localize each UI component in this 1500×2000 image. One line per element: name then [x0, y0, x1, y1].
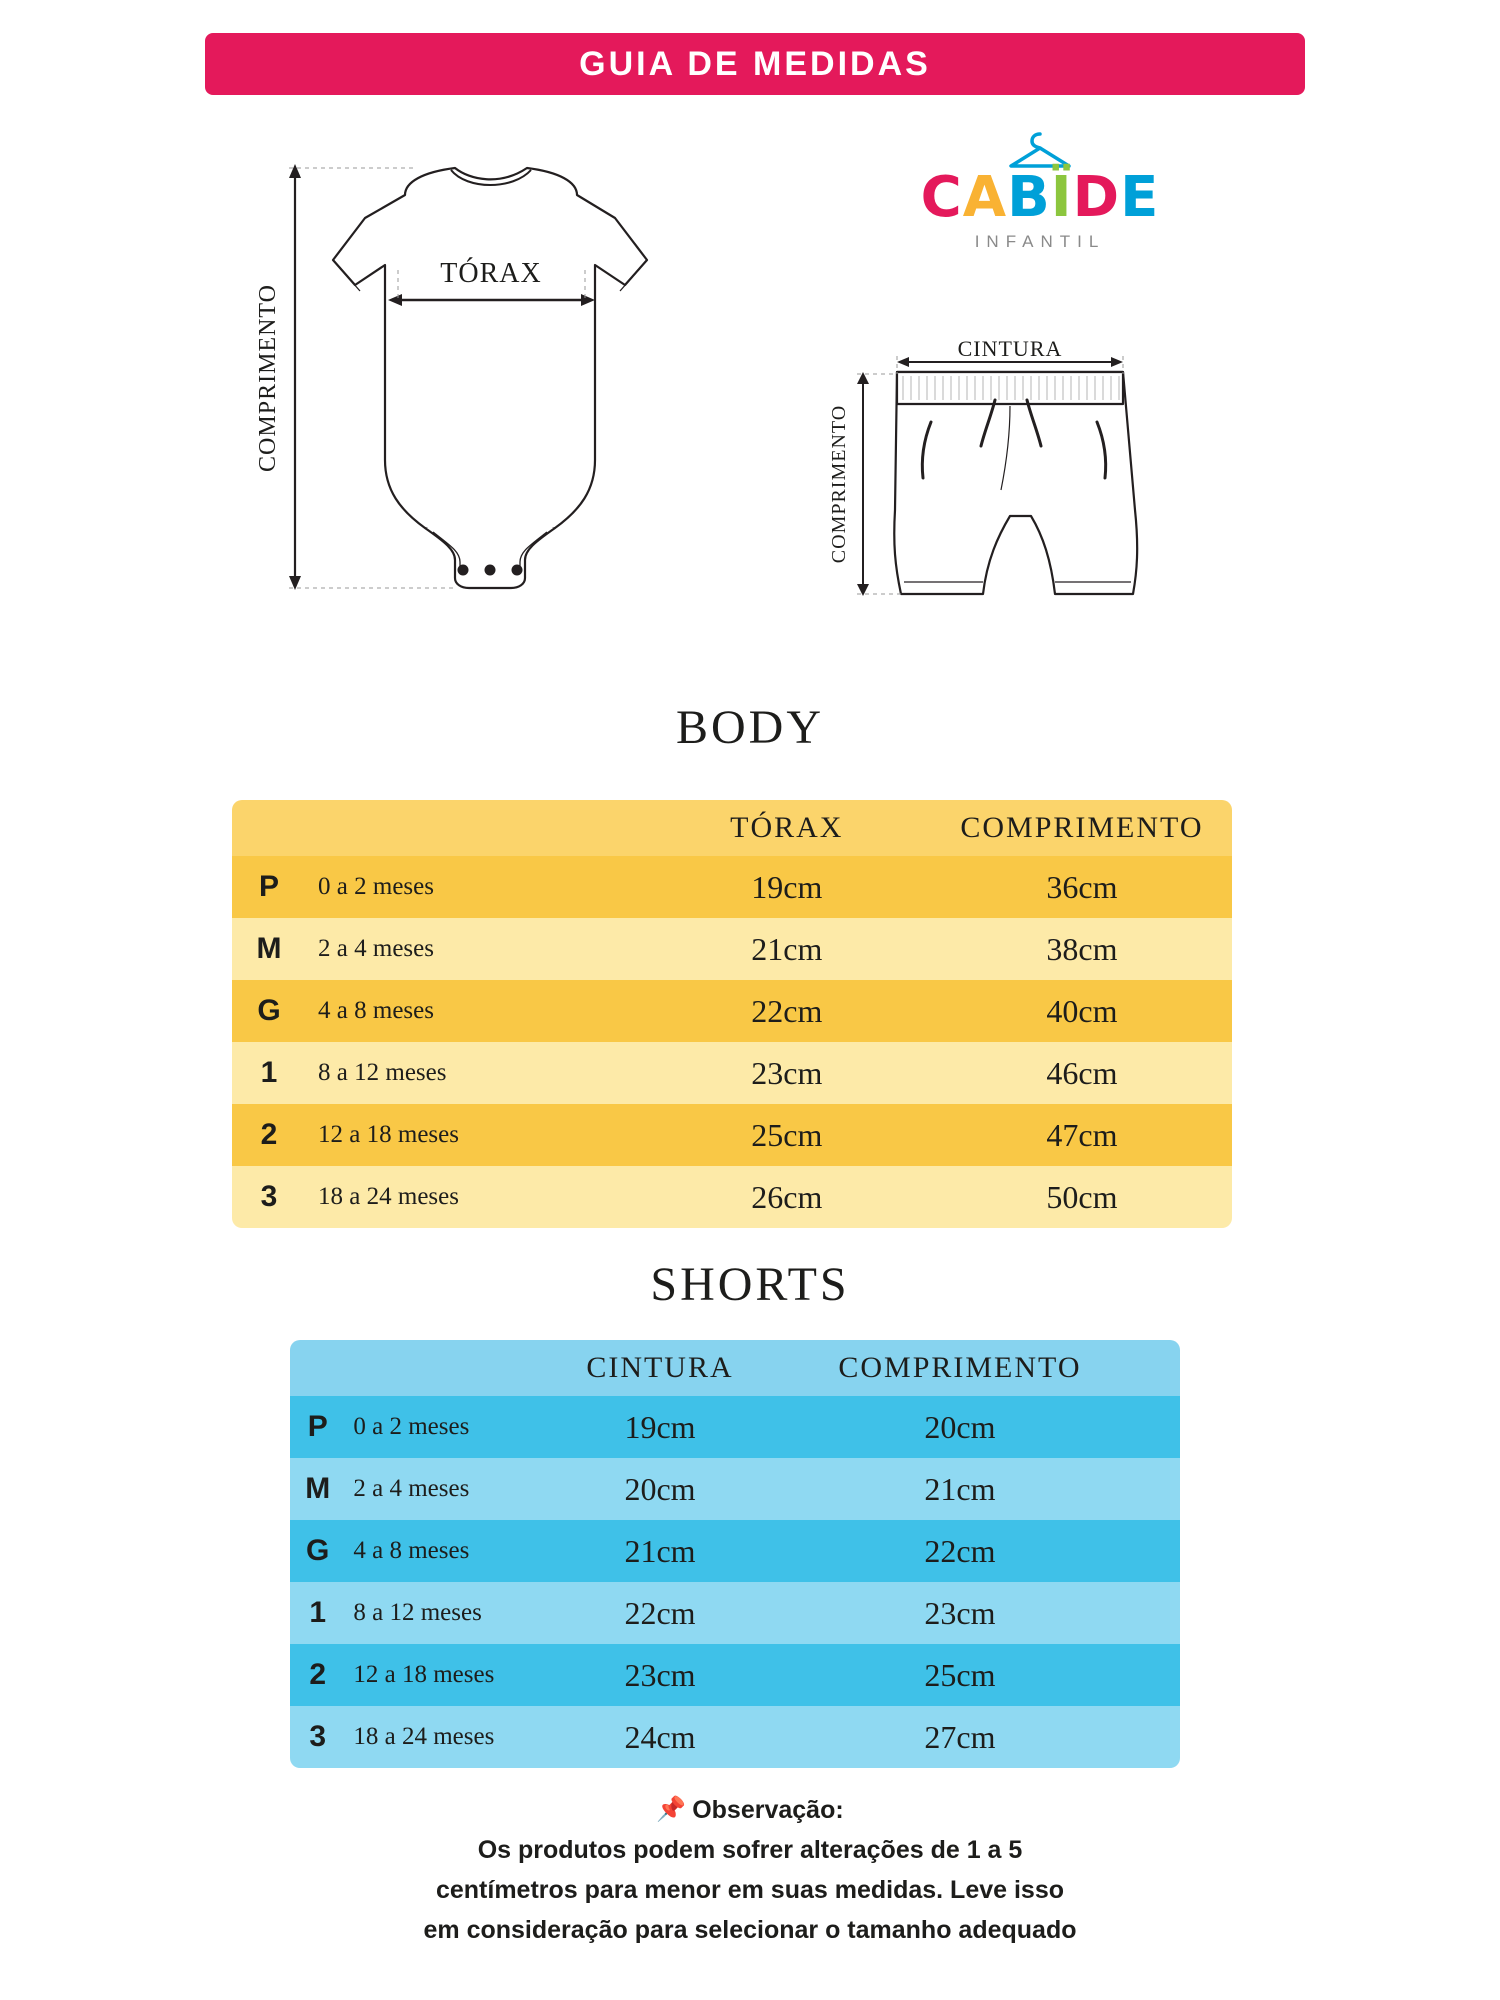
cell-size: 3 — [290, 1706, 345, 1768]
cell-length: 46cm — [932, 1042, 1232, 1104]
cell-size: 2 — [232, 1104, 306, 1166]
cell-length: 25cm — [740, 1644, 1180, 1706]
cell-chest: 22cm — [642, 980, 932, 1042]
note-heading-row — [0, 1790, 1500, 1830]
cell-age: 0 a 2 meses — [306, 856, 642, 918]
cell-waist: 23cm — [580, 1644, 740, 1706]
cell-age: 12 a 18 meses — [306, 1104, 642, 1166]
logo-letter-b: B — [1007, 165, 1051, 230]
page-title: GUIA DE MEDIDAS — [579, 44, 931, 83]
logo-letter-i: Ï — [1050, 165, 1073, 230]
logo-wordmark — [890, 165, 1190, 230]
cell-waist: 24cm — [580, 1706, 740, 1768]
cell-chest: 19cm — [642, 856, 932, 918]
cell-age: 8 a 12 meses — [345, 1582, 580, 1644]
cell-waist: 19cm — [580, 1396, 740, 1458]
table-row — [290, 1582, 1180, 1644]
logo-letter-d: D — [1072, 165, 1121, 230]
svg-text:COMPRIMENTO: COMPRIMENTO — [828, 404, 850, 564]
svg-text:CINTURA: CINTURA — [957, 336, 1063, 361]
body-col-length: COMPRIMENTO — [932, 800, 1232, 856]
cell-size: 3 — [232, 1166, 306, 1228]
cell-size: G — [232, 980, 306, 1042]
table-header-row — [232, 800, 1232, 856]
cell-chest: 26cm — [642, 1166, 932, 1228]
cell-age: 18 a 24 meses — [345, 1706, 580, 1768]
table-row — [232, 980, 1232, 1042]
svg-text:COMPRIMENTO: COMPRIMENTO — [255, 284, 281, 472]
cell-waist: 20cm — [580, 1458, 740, 1520]
cell-length: 27cm — [740, 1706, 1180, 1768]
pushpin-icon: 📌 — [656, 1796, 687, 1823]
cell-length: 21cm — [740, 1458, 1180, 1520]
header-banner — [205, 33, 1305, 95]
body-col-age — [306, 800, 642, 856]
shorts-col-waist: CINTURA — [580, 1340, 740, 1396]
table-row — [290, 1706, 1180, 1768]
cell-size: P — [290, 1396, 345, 1458]
cell-waist: 22cm — [580, 1582, 740, 1644]
body-col-size — [232, 800, 306, 856]
table-row — [232, 1042, 1232, 1104]
note-line-2: centímetros para menor em suas medidas. Leve isso — [435, 1876, 1065, 1904]
cell-size: 1 — [290, 1582, 345, 1644]
cell-age: 2 a 4 meses — [306, 918, 642, 980]
shorts-col-size — [290, 1340, 345, 1396]
cell-age: 8 a 12 meses — [306, 1042, 642, 1104]
cell-chest: 23cm — [642, 1042, 932, 1104]
shorts-col-length: COMPRIMENTO — [740, 1340, 1180, 1396]
brand-logo — [890, 130, 1190, 252]
cell-age: 4 a 8 meses — [345, 1520, 580, 1582]
body-size-table — [232, 800, 1232, 1228]
cell-length: 36cm — [932, 856, 1232, 918]
cell-length: 40cm — [932, 980, 1232, 1042]
cell-size: P — [232, 856, 306, 918]
observation-note — [0, 1790, 1500, 1950]
cell-chest: 21cm — [642, 918, 932, 980]
body-onesie-diagram — [255, 160, 725, 590]
cell-size: G — [290, 1520, 345, 1582]
note-heading: Observação: — [692, 1796, 844, 1824]
cell-age: 12 a 18 meses — [345, 1644, 580, 1706]
cell-length: 38cm — [932, 918, 1232, 980]
cell-length: 22cm — [740, 1520, 1180, 1582]
shorts-size-table-wrapper — [290, 1340, 1180, 1768]
logo-letter-e: E — [1120, 165, 1160, 230]
table-row — [290, 1644, 1180, 1706]
cell-length: 47cm — [932, 1104, 1232, 1166]
table-row — [290, 1520, 1180, 1582]
cell-size: M — [232, 918, 306, 980]
table-row — [232, 856, 1232, 918]
shorts-size-table — [290, 1340, 1180, 1768]
body-col-chest: TÓRAX — [642, 800, 932, 856]
shorts-diagram — [805, 336, 1205, 650]
cell-age: 2 a 4 meses — [345, 1458, 580, 1520]
cell-chest: 25cm — [642, 1104, 932, 1166]
table-header-row — [290, 1340, 1180, 1396]
shorts-section-title: SHORTS — [650, 1258, 850, 1311]
cell-waist: 21cm — [580, 1520, 740, 1582]
cell-size: 2 — [290, 1644, 345, 1706]
cell-size: M — [290, 1458, 345, 1520]
cell-length: 20cm — [740, 1396, 1180, 1458]
logo-letter-c: C — [920, 165, 963, 230]
table-row — [290, 1396, 1180, 1458]
svg-text:TÓRAX: TÓRAX — [440, 258, 542, 289]
table-row — [232, 918, 1232, 980]
cell-size: 1 — [232, 1042, 306, 1104]
shorts-col-age — [345, 1340, 580, 1396]
note-line-1: Os produtos podem sofrer alterações de 1 a 5 — [477, 1836, 1023, 1864]
cell-length: 50cm — [932, 1166, 1232, 1228]
logo-letter-a: A — [962, 165, 1008, 230]
cell-age: 0 a 2 meses — [345, 1396, 580, 1458]
body-section-title: BODY — [675, 701, 824, 754]
body-size-table-wrapper — [232, 800, 1232, 1228]
table-row — [290, 1458, 1180, 1520]
note-line-3: em consideração para selecionar o tamanho adequado — [423, 1916, 1077, 1944]
table-row — [232, 1104, 1232, 1166]
cell-age: 4 a 8 meses — [306, 980, 642, 1042]
table-row — [232, 1166, 1232, 1228]
logo-subtitle: INFANTIL — [974, 232, 1106, 251]
cell-length: 23cm — [740, 1582, 1180, 1644]
cell-age: 18 a 24 meses — [306, 1166, 642, 1228]
